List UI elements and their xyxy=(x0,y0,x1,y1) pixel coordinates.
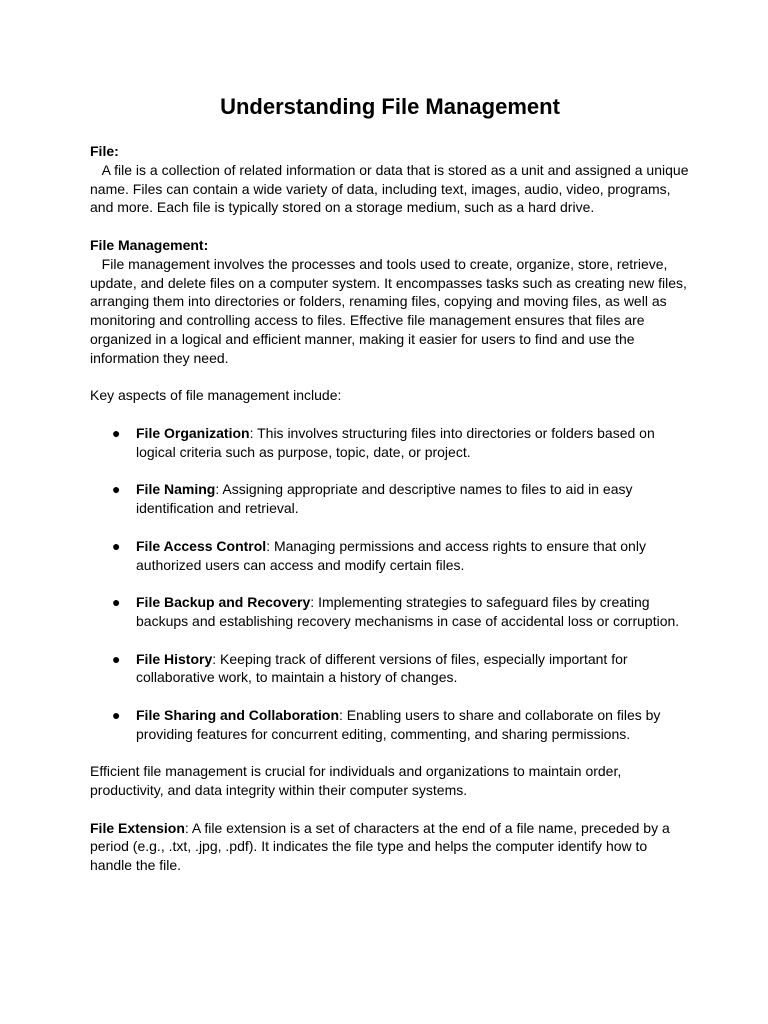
list-item-term: File Access Control xyxy=(136,537,267,554)
list-item-text: : Implementing strategies to safeguard files by creating backups and establishing recovery mechanisms in case of accidental loss or corruption. xyxy=(136,594,680,629)
bullet-icon: ● xyxy=(112,481,121,498)
list-item-text: : Managing permissions and access rights to ensure that only authorized users can access and modify certain files. xyxy=(136,537,646,573)
list-item-term: File Backup and Recovery xyxy=(136,594,311,611)
bullet-icon: ● xyxy=(112,706,121,723)
key-aspects-list xyxy=(90,424,690,744)
list-item-text: : This involves structuring files into directories or folders based on logical criteria such as purpose, topic, date, or project. xyxy=(136,424,655,460)
bullet-icon: ● xyxy=(112,537,121,554)
list-item xyxy=(90,537,690,575)
file-extension-paragraph xyxy=(90,819,690,875)
document-page xyxy=(90,92,690,894)
file-management-heading: File Management: xyxy=(90,236,209,253)
list-item xyxy=(90,480,690,518)
list-item xyxy=(90,650,690,688)
document-title: Understanding File Management xyxy=(220,94,560,119)
file-section xyxy=(90,142,690,217)
list-item xyxy=(90,424,690,462)
bullet-icon: ● xyxy=(112,594,121,611)
file-management-body-text: File management involves the processes and tools used to create, organize, store, retrieve, update, and delete files on a computer system. It encompasses tasks such as creating new files, arranging them into directories or folders, renaming files, copying and moving files, as well as monitoring and controlling access to files. Effective file management ensures that files are organized in a logical and efficient manner, making it easier for users to find and use the information they need. xyxy=(90,255,687,366)
file-heading: File: xyxy=(90,143,119,159)
file-management-body xyxy=(90,255,690,368)
bullet-icon: ● xyxy=(112,650,121,667)
list-item-text: : Enabling users to share and collaborate on files by providing features for concurrent editing, commenting, and sharing permissions. xyxy=(136,706,661,742)
file-extension-block xyxy=(90,819,690,875)
file-body-text: A file is a collection of related information or data that is stored as a unit and assigned a unique name. Files can contain a wide variety of data, including text, images, audio, video, programs, and more. Each file is typically stored on a storage medium, such as a hard drive. xyxy=(90,161,689,216)
file-management-section xyxy=(90,236,690,368)
list-item xyxy=(90,706,690,744)
conclusion-block xyxy=(90,762,690,800)
list-item-term: File History xyxy=(136,650,213,667)
conclusion-text: Efficient file management is crucial for individuals and organizations to maintain order, productivity, and data integrity within their computer systems. xyxy=(90,763,622,799)
list-item-term: File Organization xyxy=(136,424,250,441)
list-item-term: File Sharing and Collaboration xyxy=(136,706,340,723)
file-extension-term: File Extension xyxy=(90,819,185,836)
file-extension-text: : A file extension is a set of characters at the end of a file name, preceded by a period (e.g., .txt, .jpg, .pdf). It indicates the file type and helps the computer identify how to handle the file. xyxy=(90,819,670,874)
list-item-text: : Keeping track of different versions of files, especially important for collaborative work, to maintain a history of changes. xyxy=(136,650,628,686)
key-aspects-intro: Key aspects of file management include: xyxy=(90,387,342,404)
key-aspects-intro-block xyxy=(90,386,690,405)
list-item xyxy=(90,593,690,631)
list-item-text: : Assigning appropriate and descriptive names to files to aid in easy identification and retrieval. xyxy=(136,481,633,517)
list-item-term: File Naming xyxy=(136,481,216,498)
file-body xyxy=(90,161,690,217)
bullet-icon: ● xyxy=(112,424,121,441)
